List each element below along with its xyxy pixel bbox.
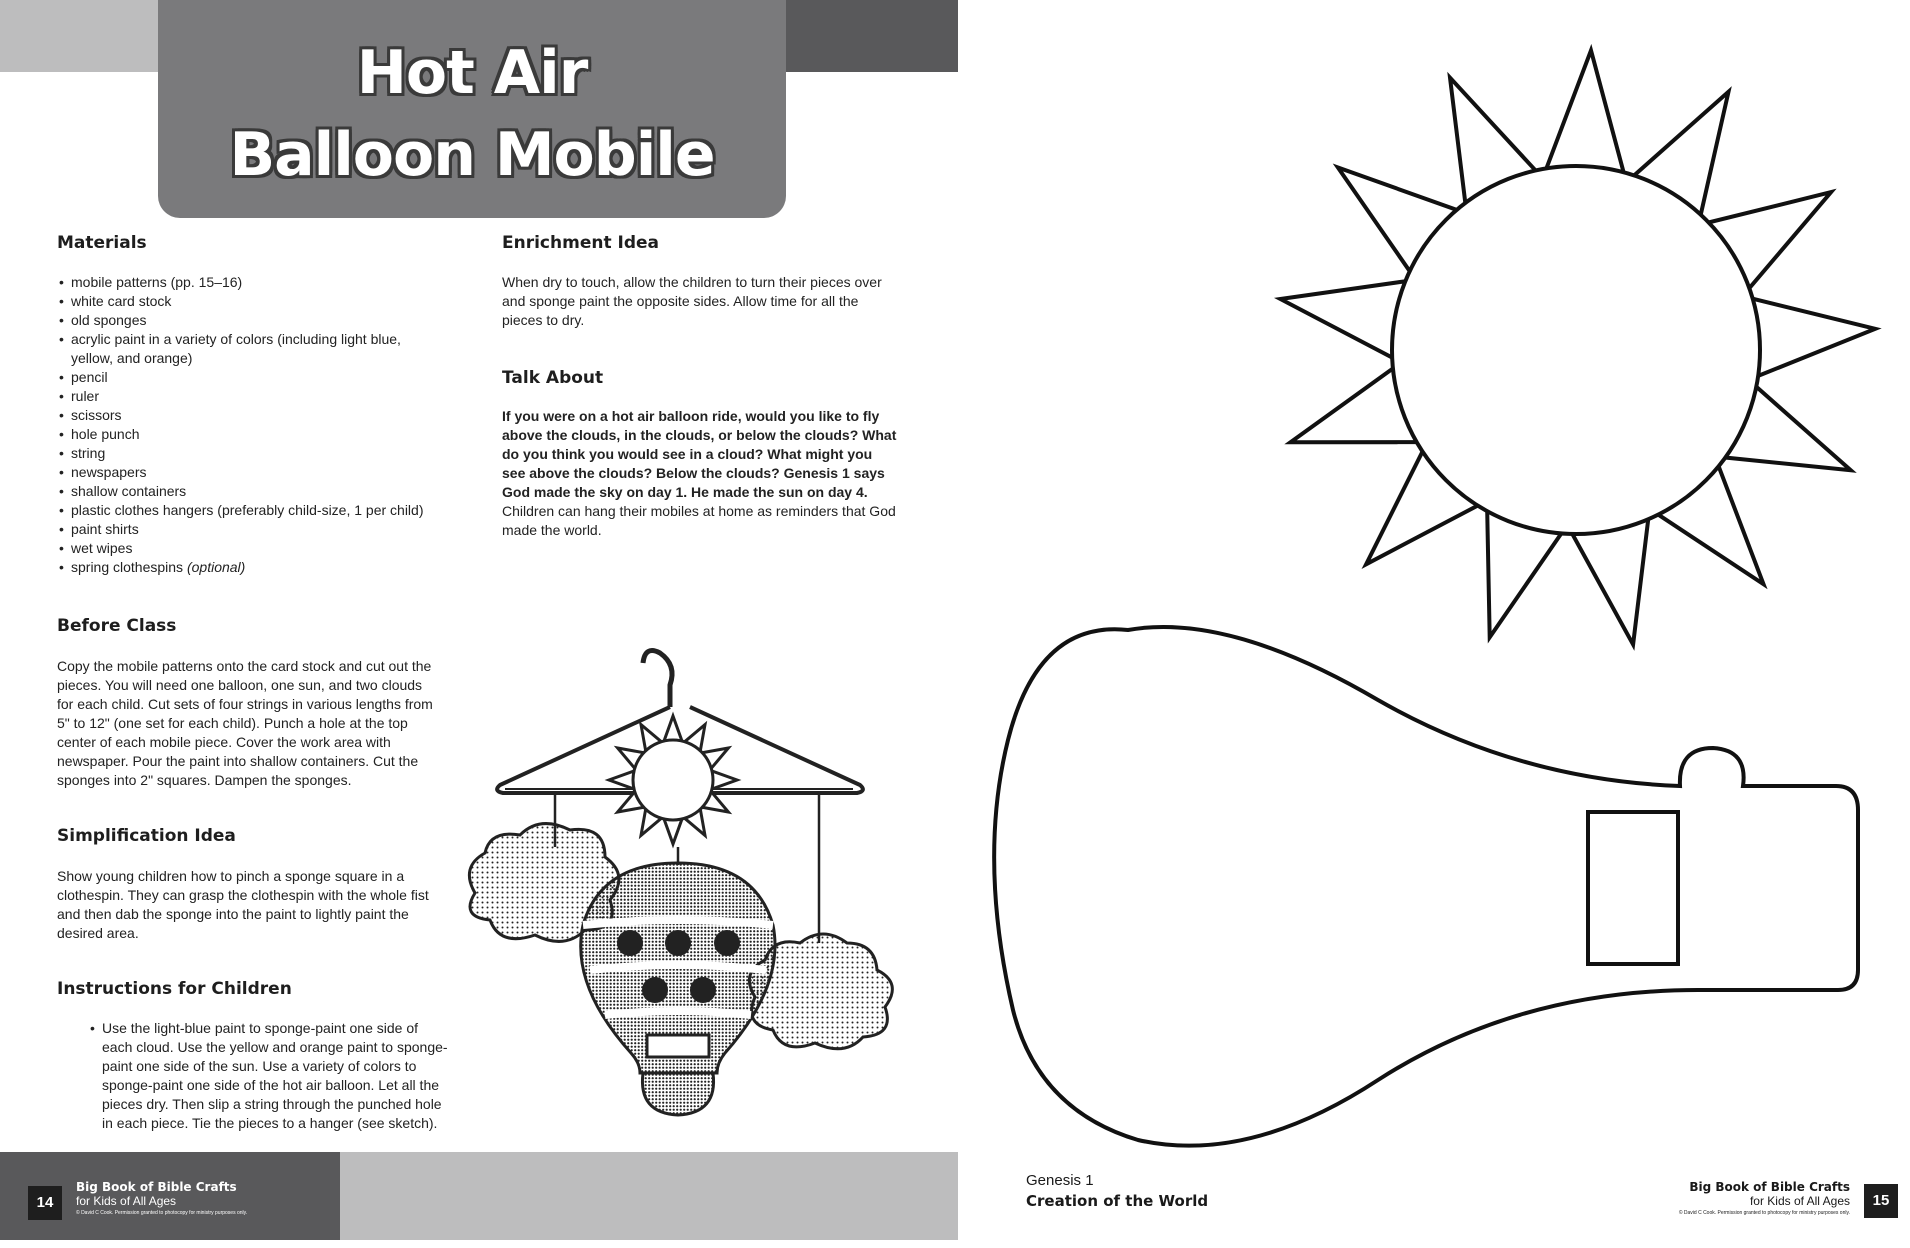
page-number-left: 14 bbox=[28, 1186, 62, 1220]
material-item: • paint shirts bbox=[57, 520, 457, 539]
genesis-label-right: Genesis 1 bbox=[1026, 1172, 1094, 1189]
title-line-1: Hot Air bbox=[356, 38, 588, 108]
material-item: • shallow containers bbox=[57, 482, 457, 501]
copyright-left: © David C Cook. Permission granted to photocopy for ministry purposes only. bbox=[76, 1210, 248, 1216]
enrichment-text: When dry to touch, allow the children to turn their pieces over and sponge paint the opposite sides. Allow time for all the pieces to dry. bbox=[502, 274, 882, 328]
optional-note: (optional) bbox=[186, 559, 246, 575]
footer-left-light bbox=[340, 1152, 958, 1240]
simplification-heading: Simplification Idea bbox=[57, 826, 236, 846]
title-line-2: Balloon Mobile bbox=[229, 120, 715, 190]
left-page bbox=[0, 0, 958, 1240]
balloon-pattern bbox=[994, 627, 1858, 1146]
instruction-item: • Use the light-blue paint to sponge-paint one side of each cloud. Use the yellow and orange paint to sponge-paint one side of the sun. Use a variety of colors to sponge-paint one side of the hot air balloon. Let all the pieces dry. Then slip a string through the punched hole in each piece. Tie the pieces to a hanger (see sketch). bbox=[88, 1019, 450, 1133]
title-banner bbox=[158, 0, 786, 218]
talk-about-text bbox=[502, 407, 897, 540]
page-number-right: 15 bbox=[1864, 1184, 1898, 1218]
material-item: • plastic clothes hangers (preferably child-size, 1 per child) bbox=[57, 501, 457, 520]
copyright-right: © David C Cook. Permission granted to photocopy for ministry purposes only. bbox=[1678, 1210, 1850, 1216]
header-band-light bbox=[0, 0, 160, 72]
materials-heading: Materials bbox=[57, 233, 147, 253]
instructions-text bbox=[88, 1019, 450, 1133]
header-band-dark bbox=[785, 0, 958, 72]
material-item-label: spring clothespins bbox=[71, 559, 184, 575]
material-item: • white card stock bbox=[57, 292, 457, 311]
hanger-hook bbox=[643, 651, 672, 707]
material-item bbox=[57, 558, 457, 577]
pattern-sheet bbox=[958, 0, 1910, 1152]
book-subtitle-right: for Kids of All Ages bbox=[1749, 1194, 1850, 1208]
material-item: • newspapers bbox=[57, 463, 457, 482]
book-title-left: Big Book of Bible Crafts bbox=[76, 1180, 237, 1194]
material-item: • ruler bbox=[57, 387, 457, 406]
material-item: • wet wipes bbox=[57, 539, 457, 558]
book-title-right: Big Book of Bible Crafts bbox=[1689, 1180, 1850, 1194]
talk-about-closing: Children can hang their mobiles at home as reminders that God made the world. bbox=[502, 503, 896, 538]
talk-about-heading: Talk About bbox=[502, 368, 604, 388]
materials-list bbox=[57, 273, 457, 577]
sun-pattern bbox=[1280, 50, 1875, 644]
material-item: • pencil bbox=[57, 368, 457, 387]
material-item: • scissors bbox=[57, 406, 457, 425]
enrichment-heading: Enrichment Idea bbox=[502, 233, 659, 253]
sketch-sun bbox=[609, 716, 737, 844]
instructions-heading: Instructions for Children bbox=[57, 979, 292, 999]
material-item: • acrylic paint in a variety of colors (including light blue, yellow, and orange) bbox=[57, 330, 446, 368]
simplification-text: Show young children how to pinch a sponge square in a clothespin. They can grasp the clothespin with the whole fist and then dab the sponge into the paint to lightly paint the desired area. bbox=[57, 868, 429, 941]
book-subtitle-left: for Kids of All Ages bbox=[76, 1194, 177, 1208]
mobile-sketch-illustration bbox=[455, 625, 925, 1125]
before-class-text: Copy the mobile patterns onto the card stock and cut out the pieces. You will need one balloon, one sun, and two clouds for each child. Cut sets of four strings in various lengths from 5" to 12" (one set for each child). Punch a hole at the top center of each mobile piece. Cover the work area with newspaper. Pour the paint into shallow containers. Cut the sponges into 2" squares. Dampen the sponges. bbox=[57, 658, 433, 788]
section-title-right: Creation of the World bbox=[1026, 1192, 1209, 1210]
basket-window-pattern bbox=[1588, 812, 1678, 964]
material-item: • string bbox=[57, 444, 457, 463]
material-item: • hole punch bbox=[57, 425, 457, 444]
right-page bbox=[958, 0, 1910, 1240]
material-item: • mobile patterns (pp. 15–16) bbox=[57, 273, 457, 292]
sketch-basket bbox=[642, 1073, 713, 1115]
balloon-window bbox=[647, 1035, 709, 1057]
talk-about-question: If you were on a hot air balloon ride, would you like to fly above the clouds, in the clouds, or below the clouds? What do you think you would see in a cloud? What might you see above the clouds? Below the clouds? Genesis 1 says God made the sky on day 1. He made the sun on day 4. bbox=[502, 408, 897, 500]
material-item: • old sponges bbox=[57, 311, 457, 330]
before-class-heading: Before Class bbox=[57, 616, 177, 636]
